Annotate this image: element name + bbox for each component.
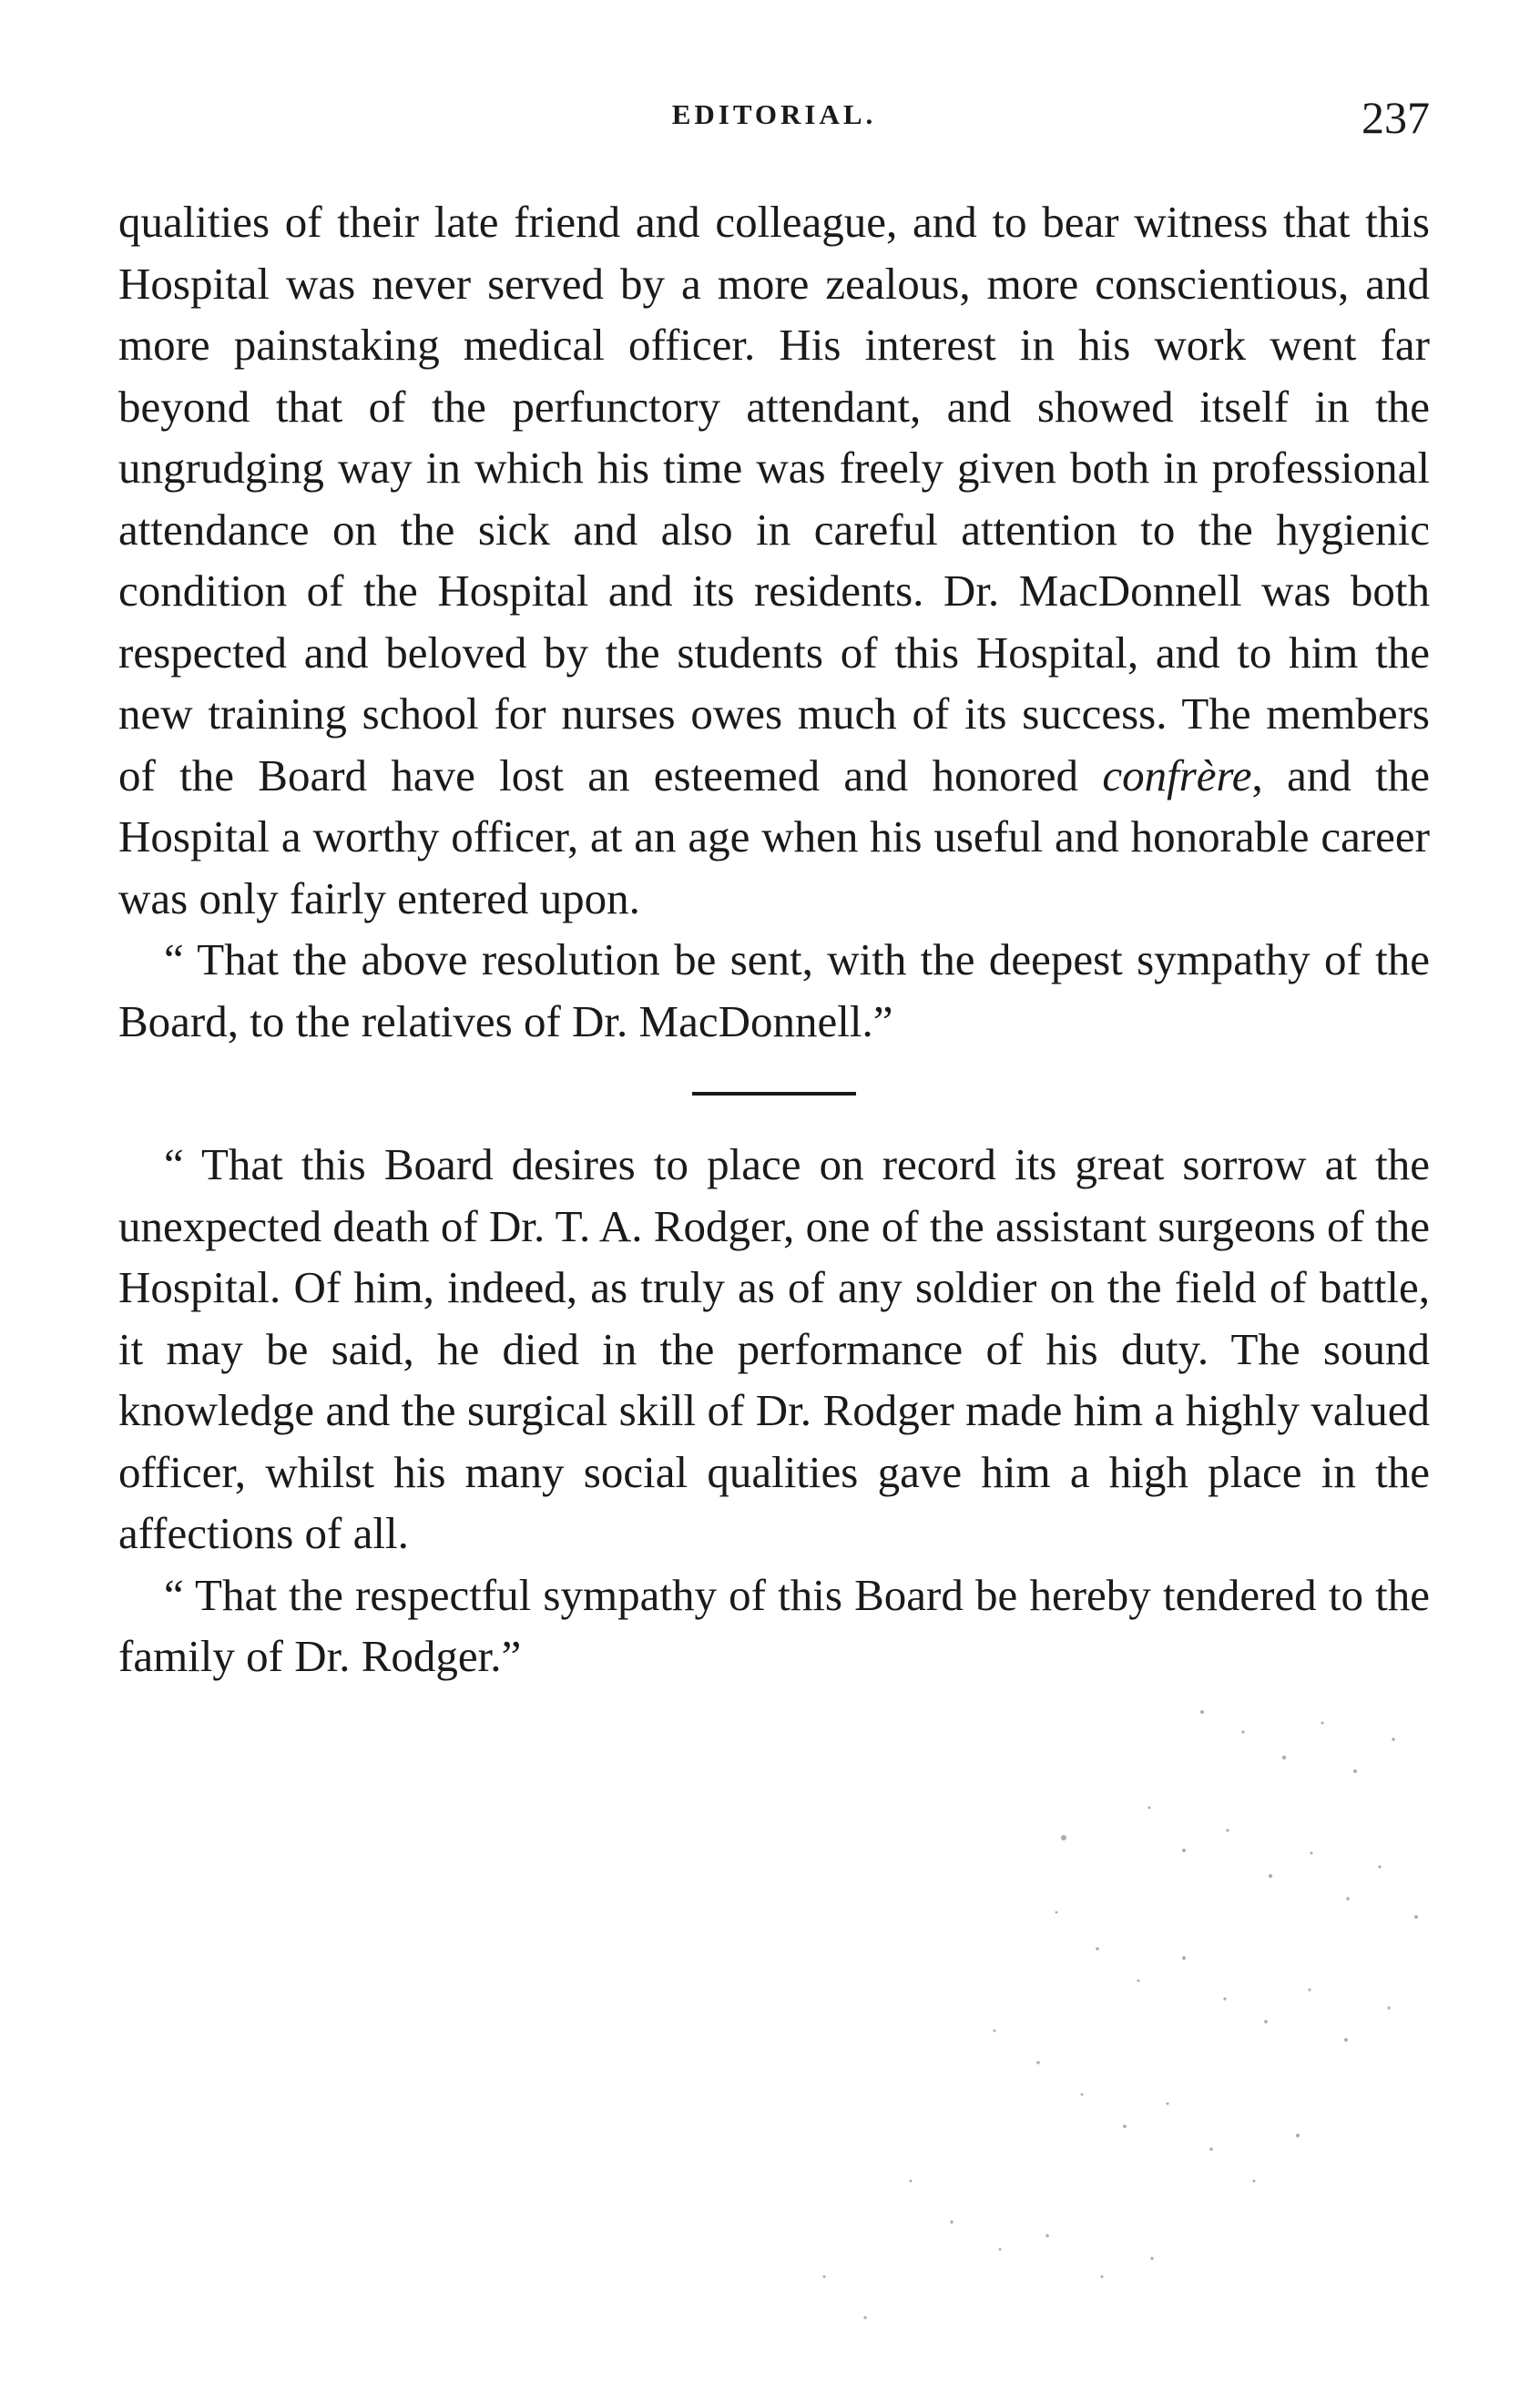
paragraph-text-end: , and the Hospital a worthy officer, at an age when his useful and honorable career was only fairly entered upon. bbox=[118, 749, 1430, 923]
body-text bbox=[118, 191, 1430, 1687]
paragraph-rodger-resolution: “ That the respectful sympathy of this Board be hereby tendered to the family of Dr. Rodger.” bbox=[118, 1569, 1430, 1681]
page-number: 237 bbox=[1362, 92, 1430, 143]
running-title: EDITORIAL. bbox=[671, 98, 877, 130]
paragraph-rodger-tribute: “ That this Board desires to place on record its great sorrow at the unexpected death of Dr. T. A. Rodger, one of the assistant surgeons of the Hospital. Of him, indeed, as truly as of any soldier on the field of battle, it may be said, he died in the performance of his duty. The sound knowledge and the surgical skill of Dr. Rodger made him a highly valued officer, whilst his many social qualities gave him a high place in the affections of all. bbox=[118, 1139, 1430, 1558]
italic-word: confrère bbox=[1102, 749, 1252, 800]
paragraph-macdonnell-tribute bbox=[118, 191, 1430, 929]
paragraph-text: qualities of their late friend and colleague, and to bear witness that this Hospital was never served by a more zealous, more conscientious, and more painstaking medical officer. His interest in his work went far beyond that of the perfunctory attendant, and showed itself in the ungrudging way in which his time was freely given both in professional attendance on the sick and also in careful attention to the hygienic condition of the Hospital and its residents. Dr. MacDonnell was both respected and beloved by the students of this Hospital, and to him the new training school for nurses owes much of its success. The members of the Board have lost an esteemed and honored bbox=[118, 197, 1430, 800]
section-divider bbox=[692, 1092, 856, 1096]
paragraph-macdonnell-resolution: “ That the above resolution be sent, with the deepest sympathy of the Board, to the relatives of Dr. MacDonnell.” bbox=[118, 934, 1430, 1046]
running-head bbox=[118, 92, 1430, 153]
